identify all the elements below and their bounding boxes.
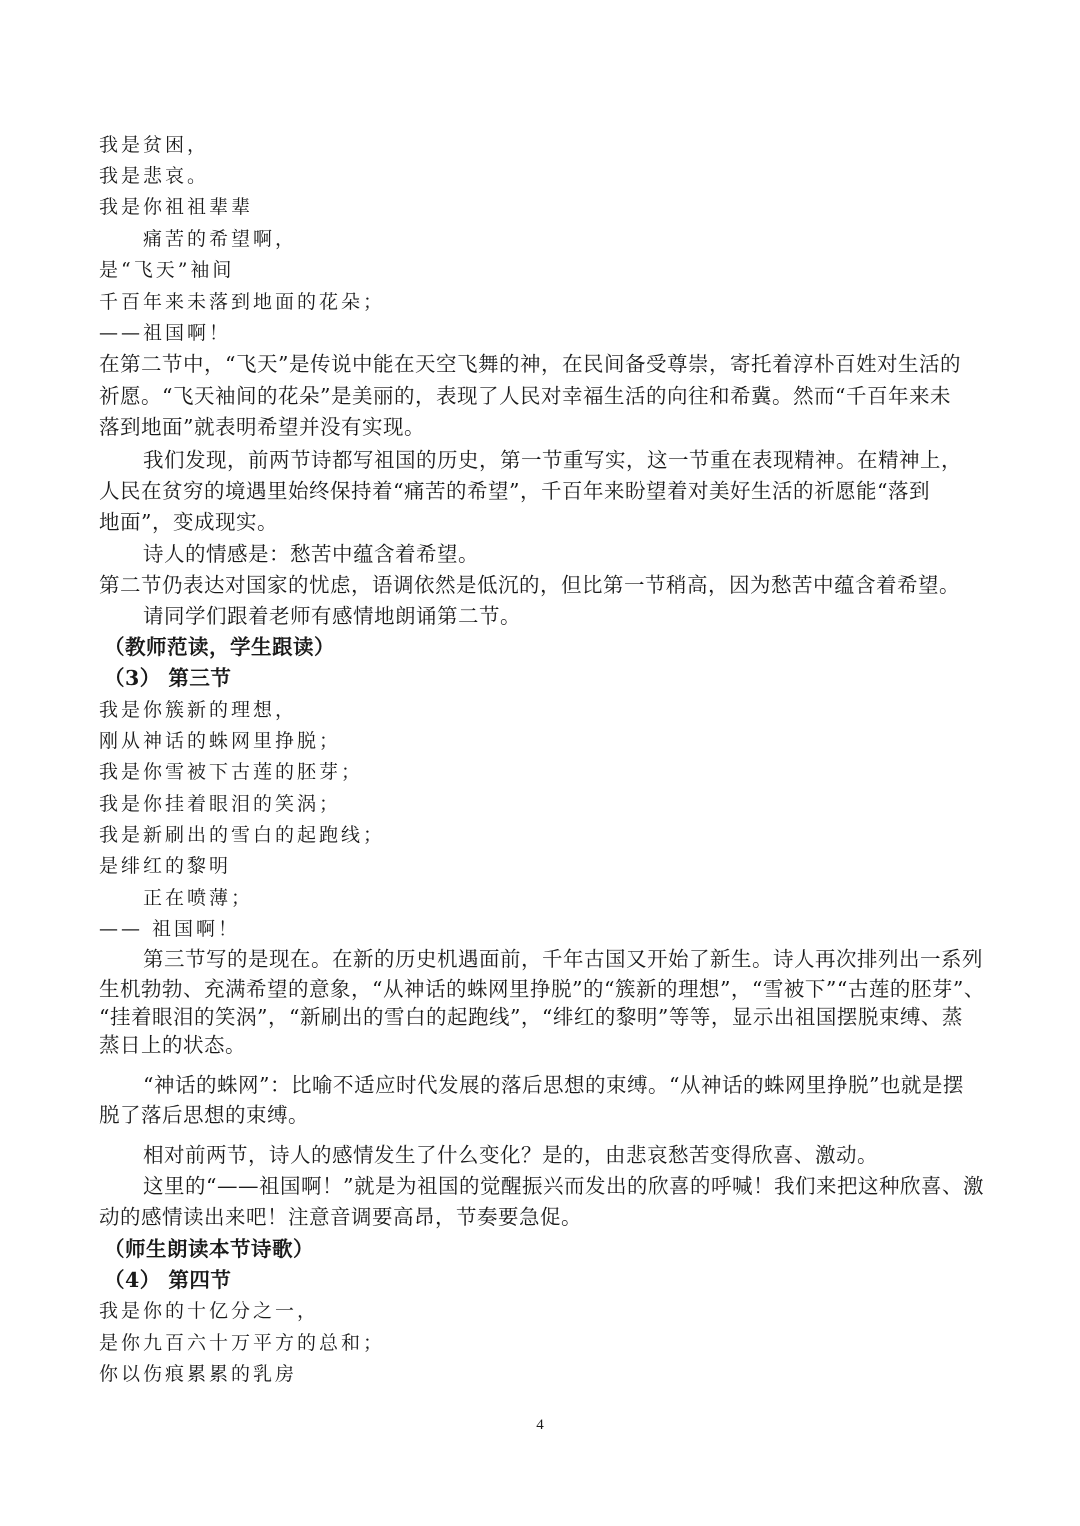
poem-line: 我是贫困，	[99, 134, 210, 156]
poem-line: 我是你祖祖辈辈	[99, 196, 254, 218]
paragraph-line: 诗人的情感是：愁苦中蕴含着希望。	[143, 542, 479, 566]
poem-line: 是你九百六十万平方的总和；	[99, 1332, 386, 1354]
paragraph-line: 祈愿。“飞天袖间的花朵”是美丽的，表现了人民对幸福生活的向往和希冀。然而“千百年来未	[99, 384, 951, 408]
poem-line: 我是新刷出的雪白的起跑线；	[99, 824, 386, 846]
paragraph-line: 我们发现，前两节诗都写祖国的历史，第一节重写实，这一节重在表现精神。在精神上，	[143, 448, 962, 472]
poem-line: 我是悲哀。	[99, 165, 210, 187]
instruction-note: （师生朗读本节诗歌）	[104, 1237, 314, 1261]
poem-line: 痛苦的希望啊，	[143, 228, 298, 250]
paragraph-line: 蒸日上的状态。	[99, 1033, 246, 1057]
poem-line: 我是你雪被下古莲的胚芽；	[99, 761, 364, 783]
paragraph-line: 地面”，变成现实。	[99, 510, 278, 534]
poem-line: 是“飞天”袖间	[99, 259, 235, 281]
poem-line: 正在喷薄；	[143, 887, 254, 909]
paragraph-line: 动的感情读出来吧！注意音调要高昂，节奏要急促。	[99, 1205, 582, 1229]
poem-line: 我是你簇新的理想，	[99, 699, 298, 721]
paragraph-line: 落到地面”就表明希望并没有实现。	[99, 415, 425, 439]
paragraph-line: 第二节仍表达对国家的忧虑，语调依然是低沉的，但比第一节稍高，因为愁苦中蕴含着希望。	[99, 573, 960, 597]
paragraph-line: “挂着眼泪的笑涡”，“新刷出的雪白的起跑线”，“绯红的黎明”等等，显示出祖国摆脱束缚、蒸	[99, 1005, 963, 1029]
poem-line: 是绯红的黎明	[99, 855, 232, 877]
paragraph-line: 这里的“——祖国啊！”就是为祖国的觉醒振兴而发出的欣喜的呼喊！我们来把这种欣喜、激	[143, 1174, 984, 1198]
page-number: 4	[536, 1417, 544, 1433]
paragraph-line: “神话的蛛网”：比喻不适应时代发展的落后思想的束缚。“从神话的蛛网里挣脱”也就是摆	[143, 1073, 964, 1097]
section-heading: （3） 第三节	[104, 666, 232, 690]
instruction-note: （教师范读，学生跟读）	[104, 635, 335, 659]
poem-line: 刚从神话的蛛网里挣脱；	[99, 730, 342, 752]
poem-line: 你以伤痕累累的乳房	[99, 1363, 298, 1385]
poem-line: 千百年来未落到地面的花朵；	[99, 291, 386, 313]
poem-line: ——祖国啊！	[99, 322, 232, 344]
section-heading: （4） 第四节	[104, 1268, 232, 1292]
paragraph-line: 相对前两节，诗人的感情发生了什么变化？是的，由悲哀愁苦变得欣喜、激动。	[143, 1143, 878, 1167]
paragraph-line: 第三节写的是现在。在新的历史机遇面前，千年古国又开始了新生。诗人再次排列出一系列	[143, 947, 983, 971]
paragraph-line: 请同学们跟着老师有感情地朗诵第二节。	[143, 604, 521, 628]
poem-line: —— 祖国啊！	[99, 918, 241, 940]
poem-line: 我是你挂着眼泪的笑涡；	[99, 793, 342, 815]
paragraph-line: 脱了落后思想的束缚。	[99, 1103, 309, 1127]
paragraph-line: 人民在贫穷的境遇里始终保持着“痛苦的希望”，千百年来盼望着对美好生活的祈愿能“落到	[99, 479, 930, 503]
poem-line: 我是你的十亿分之一，	[99, 1300, 320, 1322]
paragraph-line: 生机勃勃、充满希望的意象，“从神话的蛛网里挣脱”的“簇新的理想”，“雪被下”“古莲的胚芽”、	[99, 977, 985, 1001]
paragraph-line: 在第二节中，“飞天”是传说中能在天空飞舞的神，在民间备受尊崇，寄托着淳朴百姓对生活的	[99, 352, 961, 376]
